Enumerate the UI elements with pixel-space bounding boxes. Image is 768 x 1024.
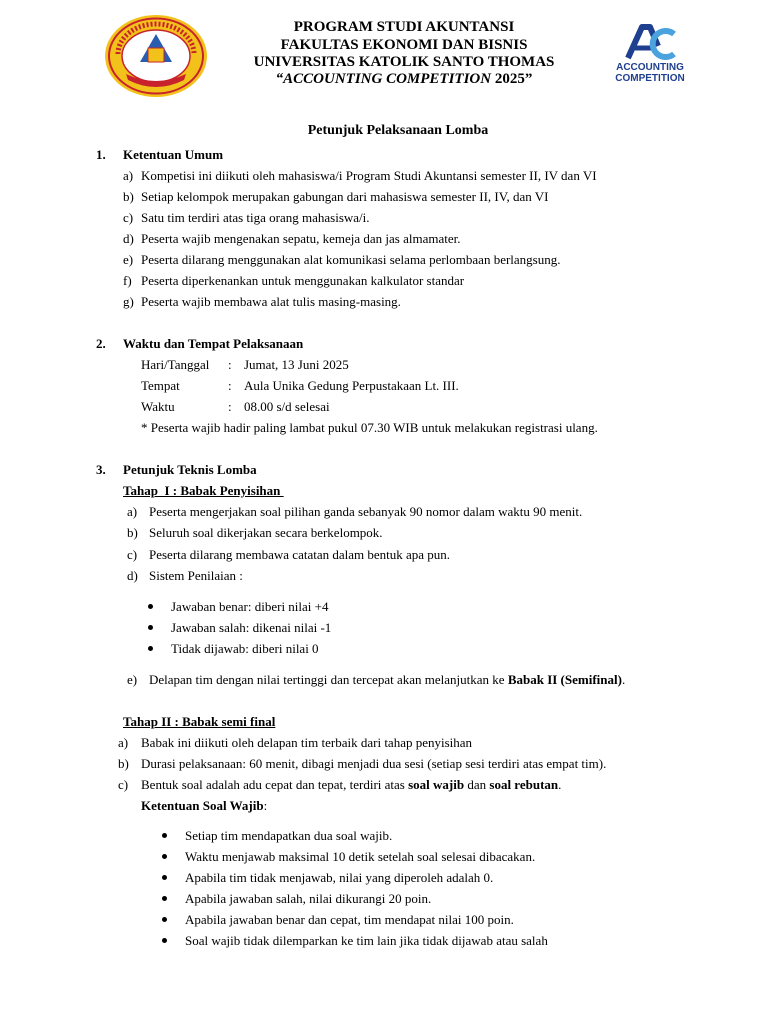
- rebut-question-label: soal rebutan: [489, 777, 559, 792]
- header-line-1: PROGRAM STUDI AKUNTANSI: [293, 19, 515, 35]
- page-title: Petunjuk Pelaksanaan Lomba: [307, 123, 489, 138]
- section3-number: 3.: [96, 462, 106, 477]
- mandatory-rule: Waktu menjawab maksimal 10 detik setelah soal selesai dibacakan.: [185, 849, 536, 864]
- mandatory-rule: Soal wajib tidak dilemparkan ke tim lain jika tidak dijawab atau salah: [185, 933, 548, 948]
- stage1-item-text: Sistem Penilaian :: [149, 567, 243, 583]
- general-rule-text: Peserta wajib membawa alat tulis masing-masing.: [141, 294, 401, 309]
- bullet-icon: [148, 625, 153, 630]
- general-rule-text: Peserta wajib mengenakan sepatu, kemeja dan jas almamater.: [141, 231, 461, 246]
- stage2-heading: Tahap II : Babak semi final: [123, 714, 276, 729]
- general-rule-text: Kompetisi ini diikuti oleh mahasiswa/i Program Studi Akuntansi semester II, IV dan VI: [141, 168, 597, 183]
- stage1-item-e: [149, 672, 625, 687]
- competition-year: 2025”: [491, 71, 533, 87]
- mandatory-question-label: soal wajib: [408, 777, 465, 792]
- stage1-item-mark: b): [127, 525, 138, 541]
- schedule-value-date: Jumat, 13 Juni 2025: [244, 357, 349, 372]
- general-rule-mark: e): [123, 252, 134, 267]
- bullet-icon: [162, 938, 167, 943]
- mandatory-rule: Setiap tim mendapatkan dua soal wajib.: [185, 828, 393, 843]
- competition-name: ACCOUNTING COMPETITION: [283, 71, 492, 87]
- stage2-item-c-mark: c): [118, 777, 129, 792]
- stage1-item-e-pre: Delapan tim dengan nilai tertinggi dan tercepat akan melanjutkan ke: [149, 672, 508, 687]
- ac-logo-line1: ACCOUNTING: [616, 62, 684, 73]
- mandatory-rule: Apabila tim tidak menjawab, nilai yang diperoleh adalah 0.: [185, 870, 494, 885]
- schedule-sep-time: :: [228, 399, 232, 414]
- general-rule-text: Peserta diperkenankan untuk menggunakan kalkulator standar: [141, 273, 465, 288]
- mandatory-rules-heading: [141, 798, 267, 813]
- bullet-icon: [162, 917, 167, 922]
- stage2-item-text: Durasi pelaksanaan: 60 menit, dibagi menjadi dua sesi (setiap sesi terdiri atas empat tim).: [141, 756, 607, 771]
- stage2-item-text: Babak ini diikuti oleh delapan tim terbaik dari tahap penyisihan: [141, 735, 473, 750]
- bullet-icon: [162, 833, 167, 838]
- section2-heading: Waktu dan Tempat Pelaksanaan: [123, 336, 304, 351]
- general-rule-text: Peserta dilarang menggunakan alat komunikasi selama perlombaan berlangsung.: [141, 252, 561, 267]
- open-quote: “: [275, 71, 284, 87]
- schedule-value-place: Aula Unika Gedung Perpustakaan Lt. III.: [244, 378, 459, 393]
- header-line-2: FAKULTAS EKONOMI DAN BISNIS: [280, 37, 528, 53]
- stage1-item-text: Seluruh soal dikerjakan secara berkelompok.: [149, 525, 383, 541]
- bullet-icon: [148, 646, 153, 651]
- schedule-value-time: 08.00 s/d selesai: [244, 399, 330, 414]
- schedule-label-place: Tempat: [141, 378, 180, 393]
- accounting-competition-logo: [602, 24, 698, 86]
- ac-logo-line2: COMPETITION: [615, 73, 685, 84]
- general-rule-mark: g): [123, 294, 134, 309]
- bullet-icon: [162, 854, 167, 859]
- general-rule-text: Setiap kelompok merupakan gabungan dari mahasiswa semester II, IV, dan VI: [141, 189, 549, 204]
- mandatory-rules-title: Ketentuan Soal Wajib: [141, 798, 264, 813]
- mandatory-rule: Apabila jawaban salah, nilai dikurangi 20 poin.: [185, 891, 432, 906]
- general-rule-mark: a): [123, 168, 134, 183]
- ac-logo-icon: [602, 24, 698, 60]
- stage2-item-c-post: .: [558, 777, 562, 792]
- general-rule-mark: b): [123, 189, 134, 204]
- general-rule-text: Satu tim terdiri atas tiga orang mahasiswa/i.: [141, 210, 370, 225]
- general-rule-mark: c): [123, 210, 134, 225]
- scoring-rule: Jawaban benar: diberi nilai +4: [171, 599, 329, 614]
- bullet-icon: [162, 875, 167, 880]
- semifinal-label: Babak II (Semifinal): [507, 672, 622, 687]
- stage1-item-text: Peserta mengerjakan soal pilihan ganda sebanyak 90 nomor dalam waktu 90 menit.: [149, 504, 583, 519]
- schedule-label-date: Hari/Tanggal: [141, 357, 210, 372]
- stage2-item-mark: a): [118, 735, 129, 750]
- stage1-item-e-mark: e): [127, 672, 138, 687]
- stage1-item-e-post: .: [621, 672, 626, 687]
- section1-number: 1.: [96, 147, 106, 162]
- university-logo: [104, 14, 208, 98]
- stage2-item-mark: b): [118, 756, 129, 771]
- section1-heading: Ketentuan Umum: [123, 147, 224, 162]
- stage1-item-text: Peserta dilarang membawa catatan dalam bentuk apa pun.: [149, 546, 451, 562]
- general-rule-mark: f): [123, 273, 132, 288]
- schedule-label-time: Waktu: [141, 399, 175, 414]
- university-seal-icon: [104, 14, 208, 98]
- mandatory-rule: Apabila jawaban benar dan cepat, tim mendapat nilai 100 poin.: [185, 912, 514, 927]
- stage1-item-mark: d): [127, 567, 138, 583]
- header-line-3: UNIVERSITAS KATOLIK SANTO THOMAS: [253, 54, 555, 70]
- mandatory-rules-colon: :: [263, 798, 268, 813]
- section2-number: 2.: [96, 336, 106, 351]
- bullet-icon: [148, 604, 153, 609]
- stage2-item-c: [141, 777, 561, 792]
- stage2-item-c-pre: Bentuk soal adalah adu cepat dan tepat, terdiri atas: [141, 777, 409, 792]
- general-rule-mark: d): [123, 231, 134, 246]
- registration-note: * Peserta wajib hadir paling lambat pukul 07.30 WIB untuk melakukan registrasi ulang.: [141, 420, 598, 435]
- stage1-item-mark: c): [127, 546, 138, 562]
- scoring-rule: Tidak dijawab: diberi nilai 0: [171, 641, 319, 656]
- schedule-sep-place: :: [228, 378, 232, 393]
- stage2-item-c-mid: dan: [464, 777, 490, 792]
- bullet-icon: [162, 896, 167, 901]
- section3-heading: Petunjuk Teknis Lomba: [123, 462, 257, 477]
- schedule-sep-date: :: [228, 357, 232, 372]
- stage1-heading: Tahap I : Babak Penyisihan: [123, 483, 284, 498]
- stage1-item-mark: a): [127, 504, 138, 519]
- scoring-rule: Jawaban salah: dikenai nilai -1: [171, 620, 332, 635]
- header-line-4: [196, 72, 612, 87]
